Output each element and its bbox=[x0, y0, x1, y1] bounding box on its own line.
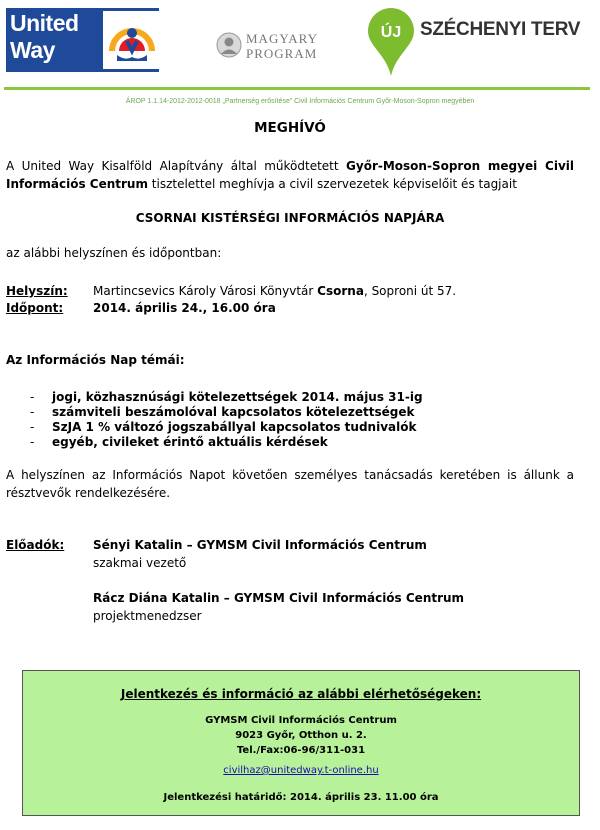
topic-text: SzJA 1 % változó jogszabállyal kapcsolatos tudnivalók bbox=[52, 420, 417, 434]
venue-city: Csorna bbox=[317, 284, 364, 298]
topic-dash: - bbox=[30, 405, 35, 419]
contact-address: 9023 Győr, Otthon u. 2. bbox=[235, 730, 367, 741]
venue-text-1: Martincsevics Károly Városi Könyvtár bbox=[93, 284, 318, 298]
list-item bbox=[30, 435, 423, 450]
location-intro: az alábbi helyszínen és időpontban: bbox=[6, 246, 222, 260]
magyary-program-logo bbox=[216, 30, 336, 62]
magyary-portrait-icon bbox=[216, 32, 242, 58]
topic-text: egyéb, civileket érintő aktuális kérdések bbox=[52, 435, 328, 449]
intro-organizer: Győr-Moson-Sopron megyei Civil Információs Centrum bbox=[6, 159, 574, 191]
contact-email-link[interactable]: civilhaz@unitedway.t-online.hu bbox=[223, 765, 379, 776]
venue-value bbox=[93, 284, 456, 298]
speakers-label: Előadók: bbox=[6, 538, 65, 552]
event-subtitle: CSORNAI KISTÉRSÉGI INFORMÁCIÓS NAPJÁRA bbox=[135, 211, 445, 225]
topics-heading: Az Információs Nap témái: bbox=[6, 353, 185, 367]
united-way-logo bbox=[6, 8, 159, 72]
intro-paragraph bbox=[6, 157, 574, 193]
magyary-logo-text-2: PROGRAM bbox=[246, 46, 318, 61]
contact-box bbox=[22, 670, 580, 816]
speaker-role: szakmai vezető bbox=[93, 556, 187, 570]
topic-text: jogi, közhasznúsági kötelezettségek 2014. május 31-ig bbox=[52, 390, 423, 404]
intro-text-1: A United Way Kisalföld Alapítvány által működtetett bbox=[6, 159, 347, 173]
speaker-role: projektmenedzser bbox=[93, 609, 202, 623]
consultation-note: A helyszínen az Információs Napot követően személyes tanácsadás keretében is állunk a résztvevők rendelkezésére. bbox=[6, 468, 574, 500]
contact-title: Jelentkezés és információ az alábbi elérhetőségeken: bbox=[120, 687, 482, 701]
contact-org: GYMSM Civil Információs Centrum bbox=[205, 715, 397, 726]
speaker-name: Rácz Diána Katalin – GYMSM Civil Információs Centrum bbox=[93, 591, 465, 605]
venue-text-2: , Soproni út 57. bbox=[363, 284, 457, 298]
szechenyi-pin-icon bbox=[366, 6, 416, 78]
time-value: 2014. április 24., 16.00 óra bbox=[93, 301, 276, 315]
magyary-logo-text-1: MAGYARY bbox=[246, 31, 319, 46]
speaker-name: Sényi Katalin – GYMSM Civil Információs Centrum bbox=[93, 538, 427, 552]
time-label: Időpont: bbox=[6, 301, 64, 315]
contact-phone: Tel./Fax:06-96/311-031 bbox=[236, 745, 366, 756]
szechenyi-logo-text: SZÉCHENYI TERV bbox=[420, 19, 581, 40]
list-item bbox=[30, 405, 423, 420]
list-item bbox=[30, 390, 423, 405]
united-way-logo-text-1: United bbox=[10, 10, 79, 36]
header-divider bbox=[4, 87, 590, 90]
united-way-hand-icon bbox=[103, 11, 159, 69]
registration-deadline: Jelentkezési határidő: 2014. április 23. 11.00 óra bbox=[163, 792, 439, 803]
venue-label: Helyszín: bbox=[6, 284, 68, 298]
united-way-logo-text-2: Way bbox=[10, 37, 55, 63]
topic-dash: - bbox=[30, 435, 35, 449]
topic-dash: - bbox=[30, 390, 35, 404]
page-title: MEGHÍVÓ bbox=[254, 120, 326, 136]
szechenyi-terv-logo bbox=[366, 6, 596, 80]
intro-text-2: tisztelettel meghívja a civil szervezetek képviselőit és tagjait bbox=[147, 177, 517, 191]
topic-text: számviteli beszámolóval kapcsolatos kötelezettségek bbox=[52, 405, 415, 419]
szechenyi-logo-badge: ÚJ bbox=[380, 24, 402, 41]
topic-dash: - bbox=[30, 420, 35, 434]
project-reference: ÁROP 1.1.14-2012-2012-0018 „Partnerség erősítése” Civil Információs Centrum Győr-Moson-Sopron megyében bbox=[125, 98, 475, 105]
topics-list bbox=[30, 390, 423, 450]
list-item bbox=[30, 420, 423, 435]
